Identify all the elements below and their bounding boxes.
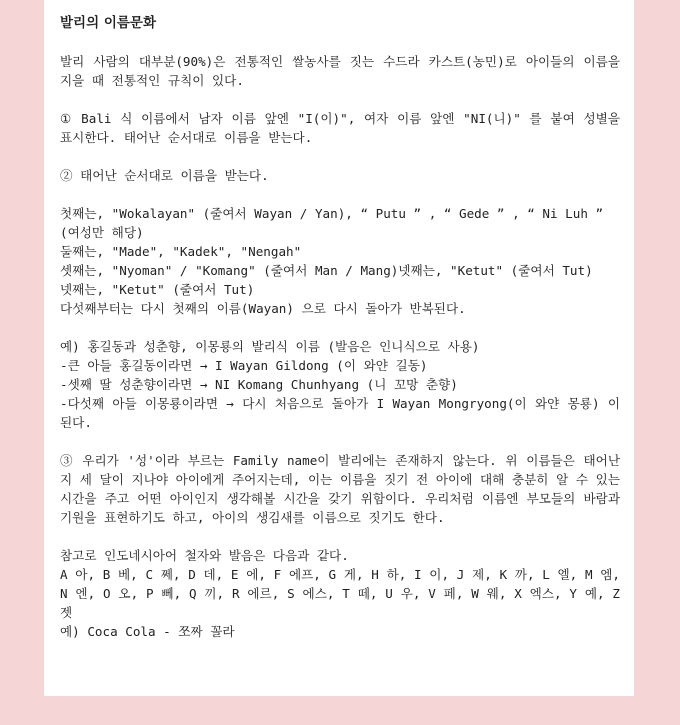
spacer (60, 527, 620, 546)
spacer (60, 185, 620, 204)
example-line: 예) 홍길동과 성춘향, 이몽룡의 발리식 이름 (발음은 인니식으로 사용) (60, 339, 480, 354)
article-body (60, 14, 620, 641)
rule-three-paragraph: ③ 우리가 '성'이라 부르는 Family name이 발리에는 존재하지 않는다. 위 이름들은 태어난 지 세 달이 지나야 아이에게 주어지는데, 이는 이름을 짓기 전 아이에 대해 충분히 알 수 있는 시간을 주고 어떤 아이인지 생각해볼 시간을 갖기 위함이다. 우리처럼 이름엔 부모들의 바람과 기원을 표현하기도 하고, 아이의 생김새를 이름으로 짓기도 한다. (60, 453, 620, 525)
rule-two-heading: ② 태어난 순서대로 이름을 받는다. (60, 168, 269, 183)
spacer (60, 90, 620, 109)
birth-order-line: 첫째는, "Wokalayan" (줄여서 Wayan / Yan), “ Putu ” , “ Gede ” , “ Ni Luh ” (여성만 해당) (60, 206, 604, 240)
spacer (60, 432, 620, 451)
example-line: -셋째 딸 성춘향이라면 → NI Komang Chunhyang (니 꼬망 춘향) (60, 377, 458, 392)
intro-paragraph: 발리 사람의 대부분(90%)은 전통적인 쌀농사를 짓는 수드라 카스트(농민)로 아이들의 이름을 지을 때 전통적인 규칙이 있다. (60, 54, 620, 88)
birth-order-line: 다섯째부터는 다시 첫째의 이름(Wayan) 으로 다시 돌아가 반복된다. (60, 301, 466, 316)
pronunciation-alphabet: A 아, B 베, C 쩨, D 데, E 에, F 에프, G 게, H 하, I 이, J 제, K 까, L 엘, M 엠, N 엔, O 오, P 뻬, Q 끼, R 에르, S 에스, T 떼, U 우, V 페, W 웨, X 엑스, Y 예, Z 젯 (60, 567, 620, 620)
spacer (60, 147, 620, 166)
example-line: -큰 아들 홍길동이라면 → I Wayan Gildong (이 와얀 길동) (60, 358, 428, 373)
rule-one-paragraph: ① Bali 식 이름에서 남자 이름 앞엔 "I(이)", 여자 이름 앞엔 "NI(니)" 를 붙여 성별을 표시한다. 태어난 순서대로 이름을 받는다. (60, 111, 620, 145)
birth-order-line: 둘째는, "Made", "Kadek", "Nengah" (60, 244, 302, 259)
birth-order-line: 넷째는, "Ketut" (줄여서 Tut) (60, 282, 255, 297)
article-title: 발리의 이름문화 (60, 15, 156, 31)
birth-order-line: 셋째는, "Nyoman" / "Komang" (줄여서 Man / Mang)넷째는, "Ketut" (줄여서 Tut) (60, 263, 593, 278)
example-line: -다섯째 아들 이몽룡이라면 → 다시 처음으로 돌아가 I Wayan Mongryong(이 와얀 몽룡) 이 된다. (60, 396, 620, 430)
content-card (44, 0, 634, 696)
pronunciation-example: 예) Coca Cola - 쪼짜 꼴라 (60, 624, 235, 639)
spacer (60, 318, 620, 337)
pronunciation-intro: 참고로 인도네시아어 철자와 발음은 다음과 같다. (60, 548, 349, 563)
